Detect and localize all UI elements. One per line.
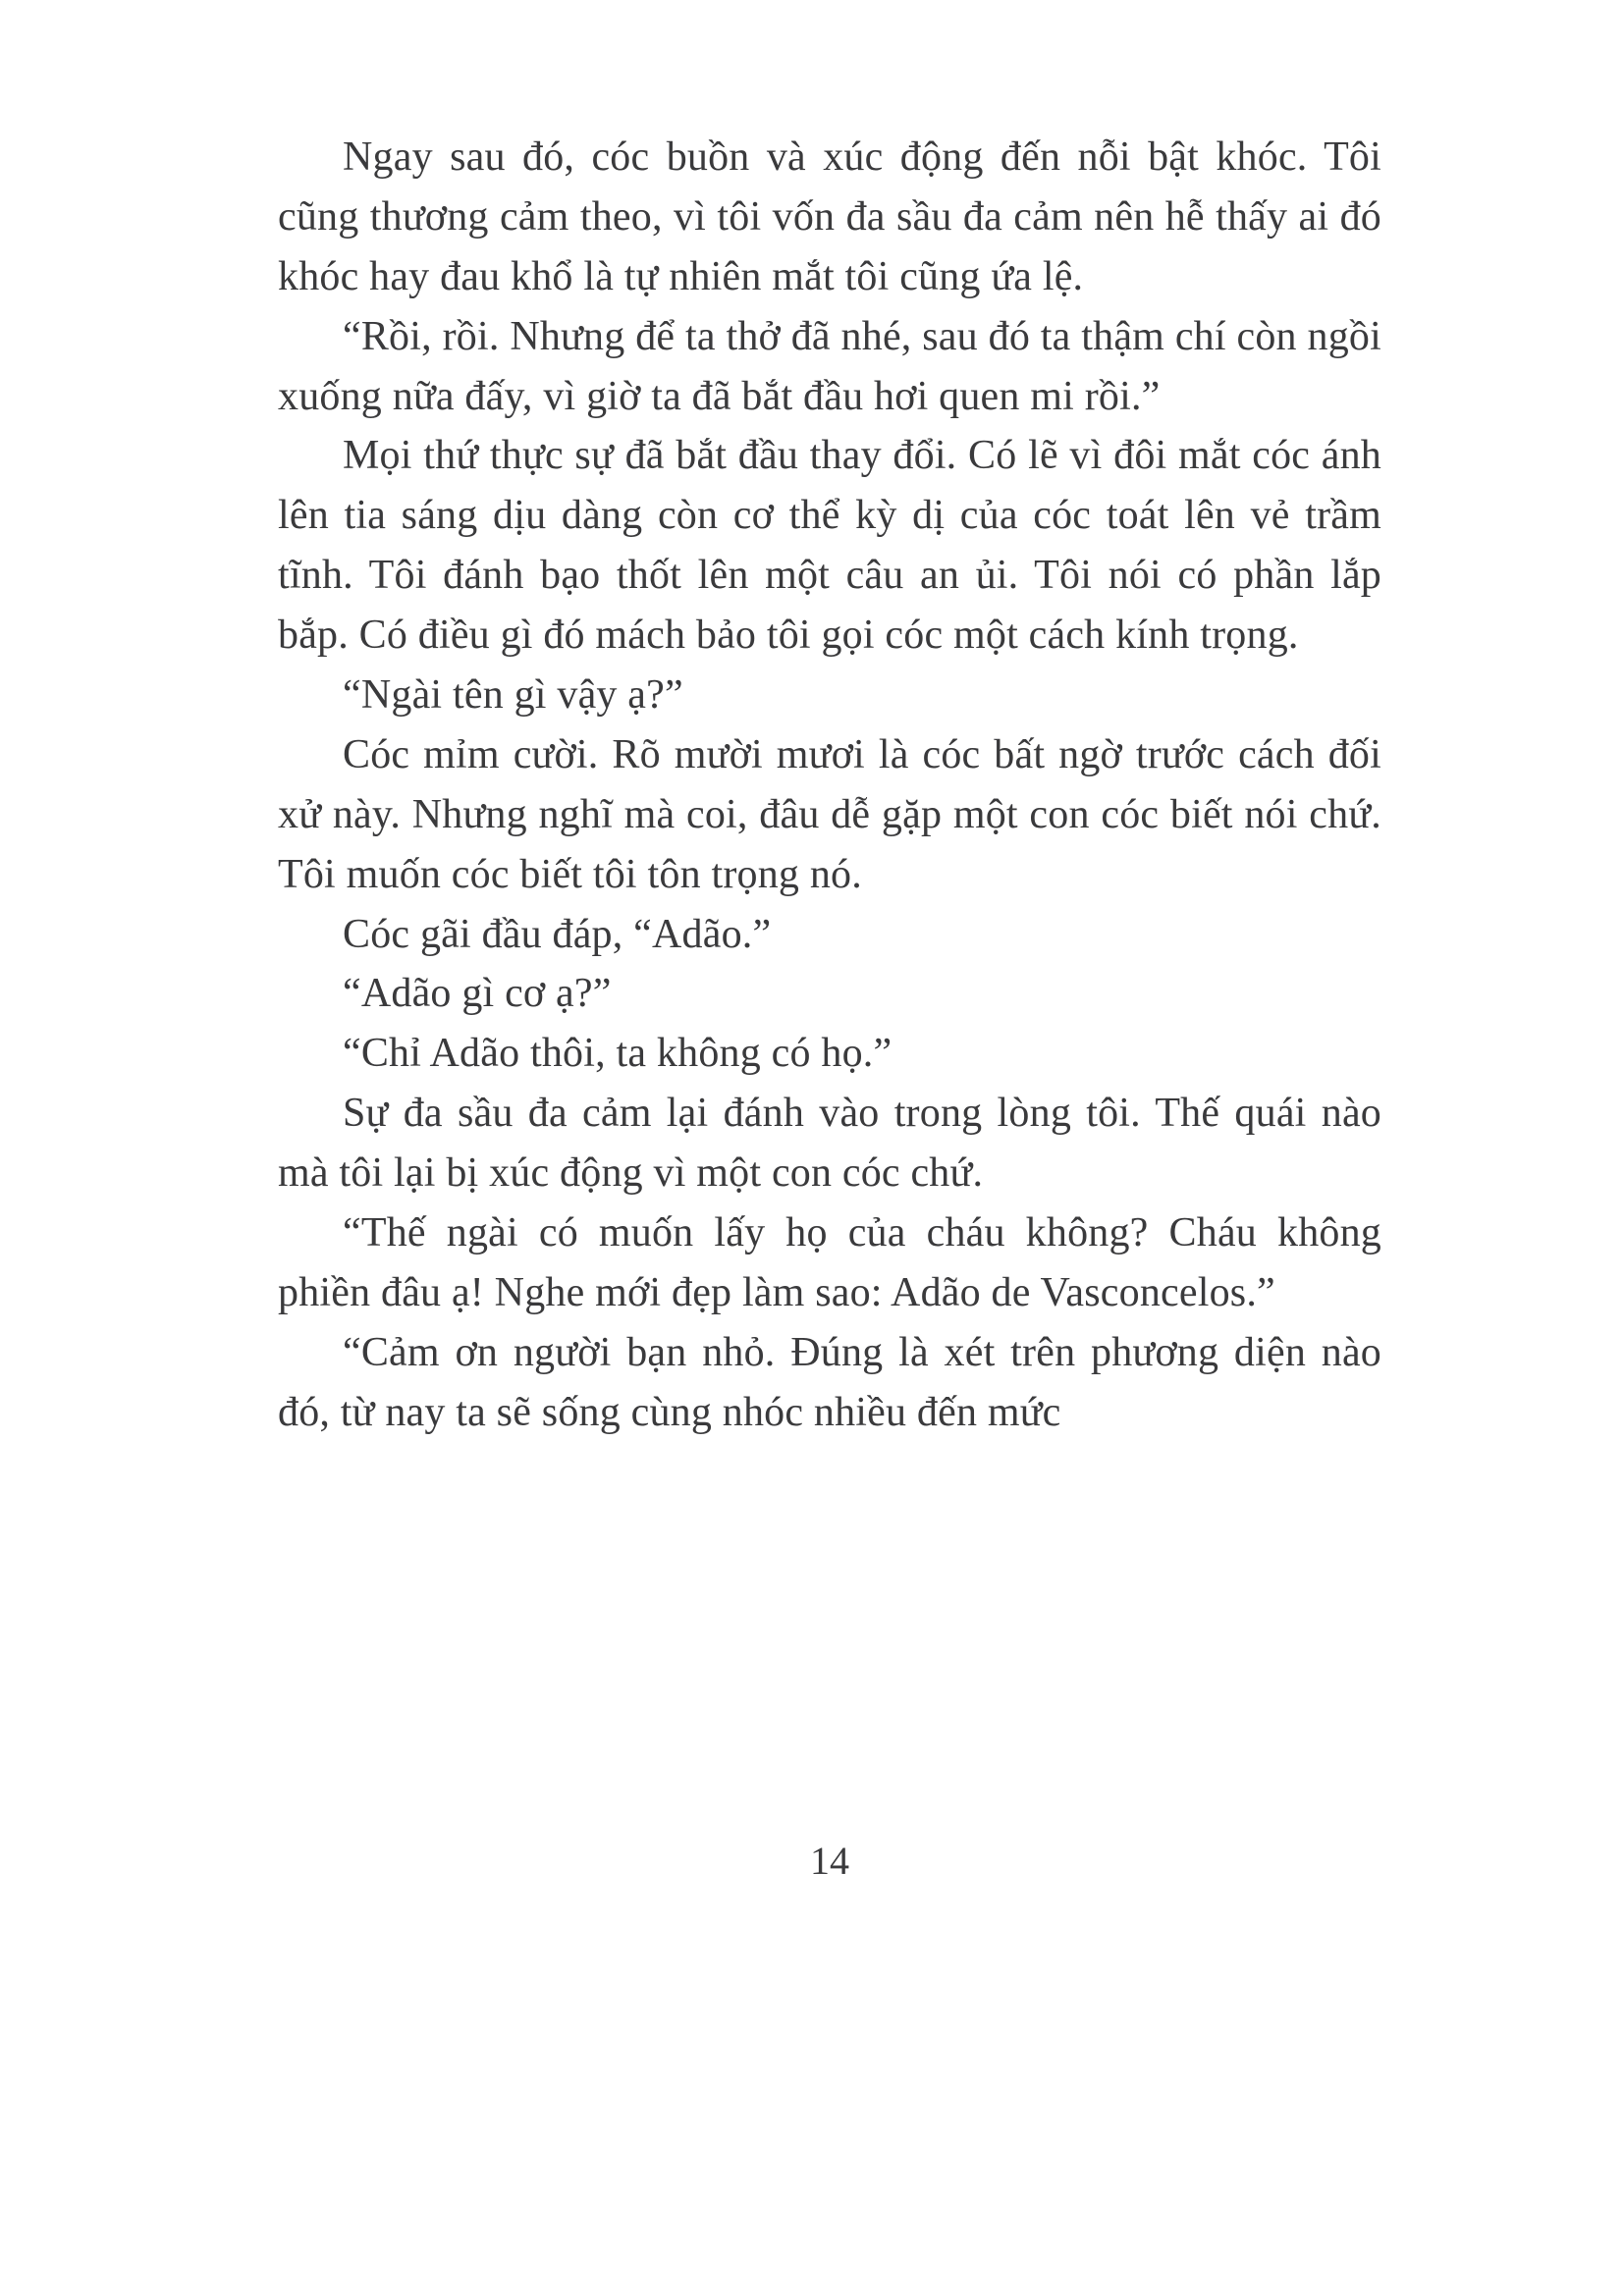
paragraph-11: “Cảm ơn người bạn nhỏ. Đúng là xét trên phương diện nào đó, từ nay ta sẽ sống cùng nhóc nhiều đến mức [278, 1329, 1381, 1435]
paragraph-1: Ngay sau đó, cóc buồn và xúc động đến nỗi bật khóc. Tôi cũng thương cảm theo, vì tôi vốn đa sầu đa cảm nên hễ thấy ai đó khóc hay đau khổ là tự nhiên mắt tôi cũng ứa lệ. [278, 134, 1381, 299]
paragraph-10: “Thế ngài có muốn lấy họ của cháu không? Cháu không phiền đâu ạ! Nghe mới đẹp làm sao: Adão de Vasconcelos.” [278, 1210, 1381, 1315]
paragraph-6: Cóc gãi đầu đáp, “Adão.” [343, 911, 772, 957]
paragraph-3: Mọi thứ thực sự đã bắt đầu thay đổi. Có lẽ vì đôi mắt cóc ánh lên tia sáng dịu dàng còn cơ thể kỳ dị của cóc toát lên vẻ trầm tĩnh. Tôi đánh bạo thốt lên một câu an ủi. Tôi nói có phần lắp bắp. Có điều gì đó mách bảo tôi gọi cóc một cách kính trọng. [278, 433, 1381, 659]
page-text [278, 128, 1381, 1443]
paragraph-8: “Chỉ Adão thôi, ta không có họ.” [343, 1031, 893, 1077]
paragraph-5: Cóc mỉm cười. Rõ mười mươi là cóc bất ngờ trước cách đối xử này. Nhưng nghĩ mà coi, đâu dễ gặp một con cóc biết nói chứ. Tôi muốn cóc biết tôi tôn trọng nó. [278, 731, 1381, 897]
paragraph-7: “Adão gì cơ ạ?” [343, 971, 612, 1017]
paragraph-9: Sự đa sầu đa cảm lại đánh vào trong lòng tôi. Thế quái nào mà tôi lại bị xúc động vì một con cóc chứ. [278, 1091, 1381, 1197]
paragraph-4: “Ngài tên gì vậy ạ?” [343, 672, 683, 719]
paragraph-2: “Rồi, rồi. Nhưng để ta thở đã nhé, sau đó ta thậm chí còn ngồi xuống nữa đấy, vì giờ ta đã bắt đầu hơi quen mi rồi.” [278, 313, 1381, 419]
page-number: 14 [810, 1839, 849, 1883]
